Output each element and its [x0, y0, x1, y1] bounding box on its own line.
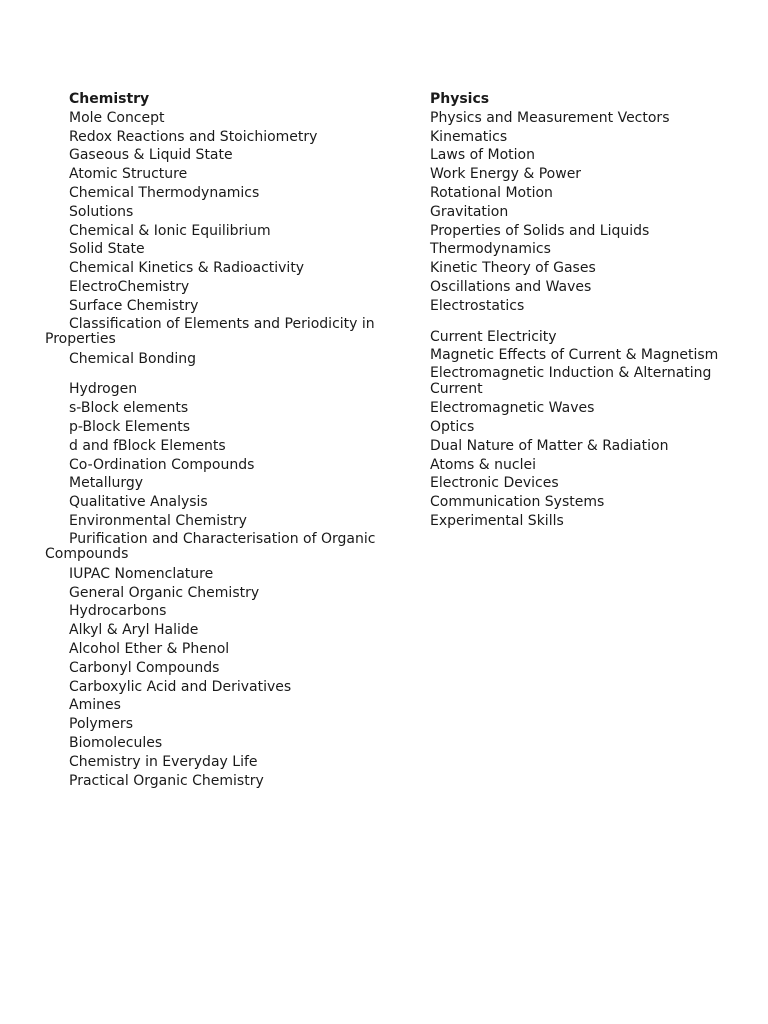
chemistry-topic: Chemistry in Everyday Life	[69, 753, 258, 770]
chemistry-topic: Alcohol Ether & Phenol	[69, 640, 230, 657]
physics-topic: Communication Systems	[430, 494, 605, 511]
chemistry-topic: Classification of Elements and Periodicity in Properties	[45, 315, 375, 348]
chemistry-topic: d and fBlock Elements	[69, 437, 226, 454]
chemistry-topic: Carboxylic Acid and Derivatives	[69, 678, 292, 695]
chemistry-topic: IUPAC Nomenclature	[69, 565, 214, 582]
chemistry-topic: Hydrocarbons	[69, 603, 167, 620]
physics-topic: Electronic Devices	[430, 475, 559, 492]
chemistry-topic: Gaseous & Liquid State	[69, 147, 233, 164]
physics-topic: Dual Nature of Matter & Radiation	[430, 437, 669, 454]
chemistry-topic: Co-Ordination Compounds	[69, 456, 255, 473]
physics-topic: Electromagnetic Waves	[430, 400, 595, 417]
physics-topic: Current Electricity	[430, 328, 557, 345]
chemistry-topic: Chemical Bonding	[69, 350, 196, 367]
chemistry-topic: Practical Organic Chemistry	[69, 772, 264, 789]
physics-topic: Magnetic Effects of Current & Magnetism	[430, 347, 719, 364]
physics-topic: Electromagnetic Induction & Alternating Current	[430, 365, 712, 397]
physics-topic: Rotational Motion	[430, 184, 553, 201]
physics-topic: Experimental Skills	[430, 512, 564, 529]
chemistry-topic-list	[45, 109, 390, 791]
chemistry-topic: Hydrogen	[69, 381, 138, 398]
chemistry-column	[45, 90, 390, 790]
chemistry-topic: Chemical Kinetics & Radioactivity	[69, 260, 305, 277]
chemistry-topic: Atomic Structure	[69, 166, 188, 183]
physics-topic: Properties of Solids and Liquids	[430, 222, 650, 239]
chemistry-topic: Biomolecules	[69, 734, 163, 751]
physics-topic: Laws of Motion	[430, 147, 535, 164]
physics-topic: Kinematics	[430, 128, 508, 145]
chemistry-topic: Mole Concept	[69, 109, 165, 126]
physics-topic: Optics	[430, 418, 475, 435]
chemistry-heading: Chemistry	[69, 91, 150, 107]
physics-heading: Physics	[430, 91, 490, 107]
chemistry-topic: Solutions	[69, 203, 134, 220]
chemistry-topic: s-Block elements	[69, 400, 189, 417]
chemistry-topic: Surface Chemistry	[69, 297, 199, 314]
chemistry-topic: Solid State	[69, 241, 145, 258]
physics-topic-list	[430, 109, 750, 531]
chemistry-topic: Environmental Chemistry	[69, 512, 247, 529]
chemistry-topic: Amines	[69, 697, 121, 714]
physics-topic: Atoms & nuclei	[430, 456, 536, 473]
physics-topic: Work Energy & Power	[430, 166, 582, 183]
chemistry-topic: Qualitative Analysis	[69, 494, 208, 511]
chemistry-topic: Chemical Thermodynamics	[69, 184, 260, 201]
physics-column	[430, 90, 750, 531]
chemistry-topic: Chemical & Ionic Equilibrium	[69, 222, 271, 239]
chemistry-topic: Metallurgy	[69, 475, 144, 492]
physics-topic: Electrostatics	[430, 297, 525, 314]
physics-topic: Physics and Measurement Vectors	[430, 109, 670, 126]
chemistry-topic: ElectroChemistry	[69, 278, 190, 295]
chemistry-topic: Polymers	[69, 716, 133, 733]
chemistry-topic: Purification and Characterisation of Organic Compounds	[45, 530, 376, 563]
physics-topic: Thermodynamics	[430, 241, 551, 258]
physics-topic: Oscillations and Waves	[430, 278, 592, 295]
chemistry-topic: p-Block Elements	[69, 418, 191, 435]
physics-topic: Gravitation	[430, 203, 509, 220]
chemistry-topic: Alkyl & Aryl Halide	[69, 622, 199, 639]
chemistry-topic: Redox Reactions and Stoichiometry	[69, 128, 318, 145]
physics-topic: Kinetic Theory of Gases	[430, 260, 596, 277]
chemistry-topic: General Organic Chemistry	[69, 584, 260, 601]
chemistry-topic: Carbonyl Compounds	[69, 659, 220, 676]
